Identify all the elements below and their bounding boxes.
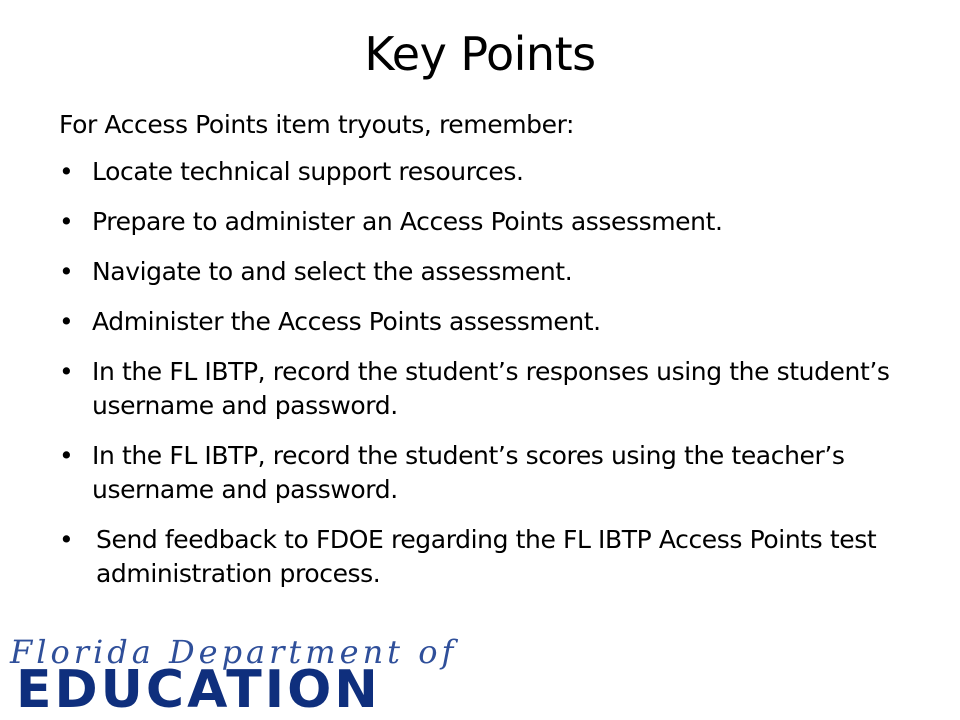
bullet-text: Administer the Access Points assessment. [92, 307, 601, 336]
slide-title: Key Points [364, 27, 596, 81]
bullet-item [59, 205, 909, 239]
bullet-item [59, 255, 909, 289]
bullet-dot: • [59, 257, 74, 286]
intro-text: For Access Points item tryouts, remember: [59, 110, 575, 139]
bullet-list [59, 155, 909, 607]
bullet-item [59, 355, 909, 423]
bullet-item [59, 305, 909, 339]
bullet-text: Send feedback to FDOE regarding the FL IBTP Access Points test administration process. [96, 525, 877, 588]
bullet-text: In the FL IBTP, record the student’s responses using the student’s username and password. [92, 357, 890, 420]
bullet-dot: • [59, 357, 74, 386]
bullet-text: Prepare to administer an Access Points assessment. [92, 207, 723, 236]
bullet-dot: • [59, 157, 74, 186]
fdoe-logo [10, 633, 458, 720]
bullet-item [59, 439, 909, 507]
bullet-dot: • [59, 441, 74, 470]
bullet-text: Locate technical support resources. [92, 157, 524, 186]
logo-script-text: Florida Department of [10, 633, 458, 671]
bullet-dot: • [59, 525, 74, 554]
logo-education-text: EDUCATION [16, 660, 381, 720]
bullet-text: In the FL IBTP, record the student’s scores using the teacher’s username and password. [92, 441, 845, 504]
bullet-text: Navigate to and select the assessment. [92, 257, 573, 286]
bullet-dot: • [59, 307, 74, 336]
bullet-item [59, 523, 909, 591]
bullet-item [59, 155, 909, 189]
bullet-dot: • [59, 207, 74, 236]
